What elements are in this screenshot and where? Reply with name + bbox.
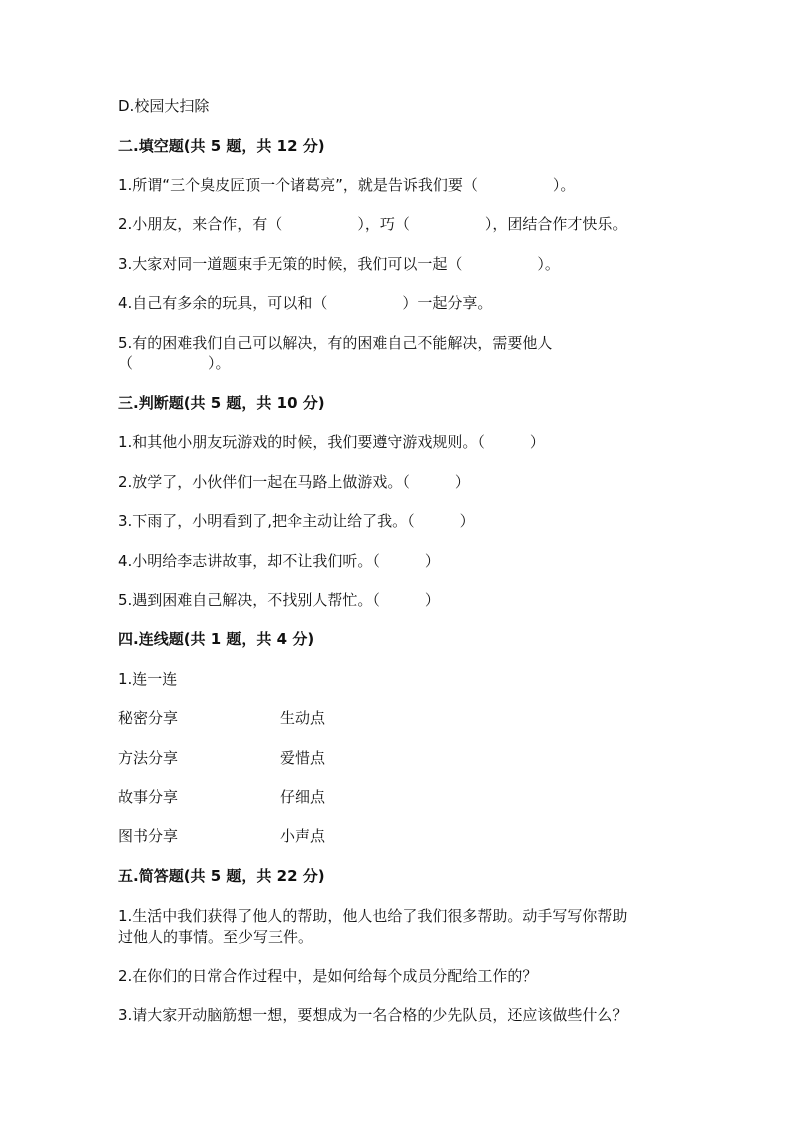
matching-left-item: 方法分享 <box>118 749 179 767</box>
matching-left-item: 故事分享 <box>118 788 179 806</box>
section-true-false-title: 三.判断题(共 5 题，共 10 分) <box>118 394 325 412</box>
fill-blank-question-2: 2.小朋友，来合作，有（ ），巧（ ），团结合作才快乐。 <box>118 215 628 233</box>
matching-left-item: 图书分享 <box>118 827 179 845</box>
fill-blank-question-5-line-1: 5.有的困难我们自己可以解决，有的困难自己不能解决，需要他人 <box>118 334 553 352</box>
matching-right-item: 爱惜点 <box>280 749 326 767</box>
matching-right-item: 仔细点 <box>280 788 326 806</box>
matching-right-item: 生动点 <box>280 709 326 727</box>
fill-blank-question-4: 4.自己有多余的玩具，可以和（ ）一起分享。 <box>118 294 493 312</box>
true-false-question-3: 3.下雨了，小明看到了,把伞主动让给了我。（ ） <box>118 512 475 530</box>
short-answer-question-1-line-1: 1.生活中我们获得了他人的帮助，他人也给了我们很多帮助。动手写写你帮助 <box>118 907 628 925</box>
short-answer-question-1-line-2: 过他人的事情。至少写三件。 <box>118 928 314 946</box>
previous-option-d: D.校园大扫除 <box>118 97 210 115</box>
section-short-answer-title: 五.简答题(共 5 题，共 22 分) <box>118 867 325 885</box>
matching-left-item: 秘密分享 <box>118 709 179 727</box>
true-false-question-2: 2.放学了，小伙伴们一起在马路上做游戏。（ ） <box>118 473 470 491</box>
fill-blank-question-3: 3.大家对同一道题束手无策的时候，我们可以一起（ ）。 <box>118 255 560 273</box>
fill-blank-question-5-line-2: （ ）。 <box>118 354 231 372</box>
short-answer-question-3: 3.请大家开动脑筋想一想，要想成为一名合格的少先队员，还应该做些什么？ <box>118 1006 628 1024</box>
short-answer-question-2: 2.在你们的日常合作过程中，是如何给每个成员分配给工作的？ <box>118 967 538 985</box>
true-false-question-4: 4.小明给李志讲故事，却不让我们听。（ ） <box>118 552 440 570</box>
fill-blank-question-1: 1.所谓“三个臭皮匠顶一个诸葛亮”，就是告诉我们要（ ）。 <box>118 176 576 194</box>
matching-question-1: 1.连一连 <box>118 670 178 688</box>
true-false-question-5: 5.遇到困难自己解决，不找别人帮忙。（ ） <box>118 591 440 609</box>
section-matching-title: 四.连线题(共 1 题，共 4 分) <box>118 630 315 648</box>
section-fill-blank-title: 二.填空题(共 5 题，共 12 分) <box>118 137 325 155</box>
matching-right-item: 小声点 <box>280 827 326 845</box>
true-false-question-1: 1.和其他小朋友玩游戏的时候，我们要遵守游戏规则。（ ） <box>118 433 545 451</box>
